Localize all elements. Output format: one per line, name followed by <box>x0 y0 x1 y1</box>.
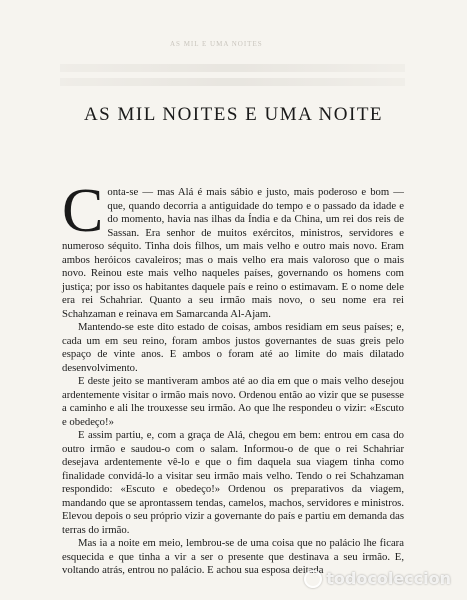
chapter-title: AS MIL NOITES E UMA NOITE <box>83 104 384 125</box>
body-text <box>62 177 404 578</box>
running-head-show-through: AS MIL E UMA NOITES <box>170 40 263 48</box>
paragraph-text: onta-se — mas Alá é mais sábio e justo, mais poderoso e bom — que, quando decorria a antiguidade do tempo e o passado da idade e do momento, havia nas ilhas da Índia e da China, um rei dos reis de Sassan. Era senhor de muitos exércitos, ministros, servidores e numeroso séquito. Tinha dois filhos, um mais velho e outro mais novo. Eram ambos heróicos cavaleiros; mas o mais velho era mais valoroso que o mais novo. Reinou este mais velho naqueles países, governando os homens com justiça; por isso os habitantes daquele país e reino o estimavam. E o nome dele era rei Schahriar. Quanto a seu irmão mais novo, o seu nome era rei Schahzaman e reinava em Samarcanda Al-Ajam. <box>62 186 404 320</box>
paragraph: E assim partiu, e, com a graça de Alá, chegou em bem: entrou em casa do outro irmão e saudou-o com o salam. Informou-o de que o rei Schahriar desejava ardentemente vê-lo e que o fim daquela sua viagem tinha como finalidade convidá-lo a visitar seu irmão mais velho. Tendo o rei Schahzaman respondido: «Escuto e obedeço!» Ordenou os preparativos da viagem, mandando que se aprontassem tendas, camelos, machos, servidores e ministros. Elevou depois o seu próprio vizir a governante do país e partiu em demanda das terras do irmão. <box>62 429 404 536</box>
watermark-text: todocoleccion <box>326 569 451 588</box>
drop-cap: C <box>62 177 104 245</box>
watermark-logo-icon <box>304 570 322 588</box>
watermark <box>304 569 451 588</box>
paragraph: E deste jeito se mantiveram ambos até ao dia em que o mais velho desejou ardentemente visitar o irmão mais novo. Ordenou então ao vizir que se pusesse a caminho e ali lhe trouxesse seu irmão. Ao que lhe respondeu o vizir: «Escuto e obedeço!» <box>62 375 404 428</box>
show-through-line <box>60 64 405 72</box>
show-through-line <box>60 78 405 86</box>
paragraph: Mantendo-se este dito estado de coisas, ambos residiam em seus países; e, cada um em seu reino, foram ambos justos governantes de suas greis pelo espaço de vinte anos. E ambos o foram até ao limite do mais dilatado desenvolvimento. <box>62 321 404 374</box>
paragraph <box>62 177 404 321</box>
paragraph: Mas ia a noite em meio, lembrou-se de uma coisa que no palácio lhe ficara esquecida e que tinha a vir a ser o presente que destinava a seu irmão. E, voltando atrás, entrou no palácio. E achou sua esposa deitada <box>62 537 404 576</box>
